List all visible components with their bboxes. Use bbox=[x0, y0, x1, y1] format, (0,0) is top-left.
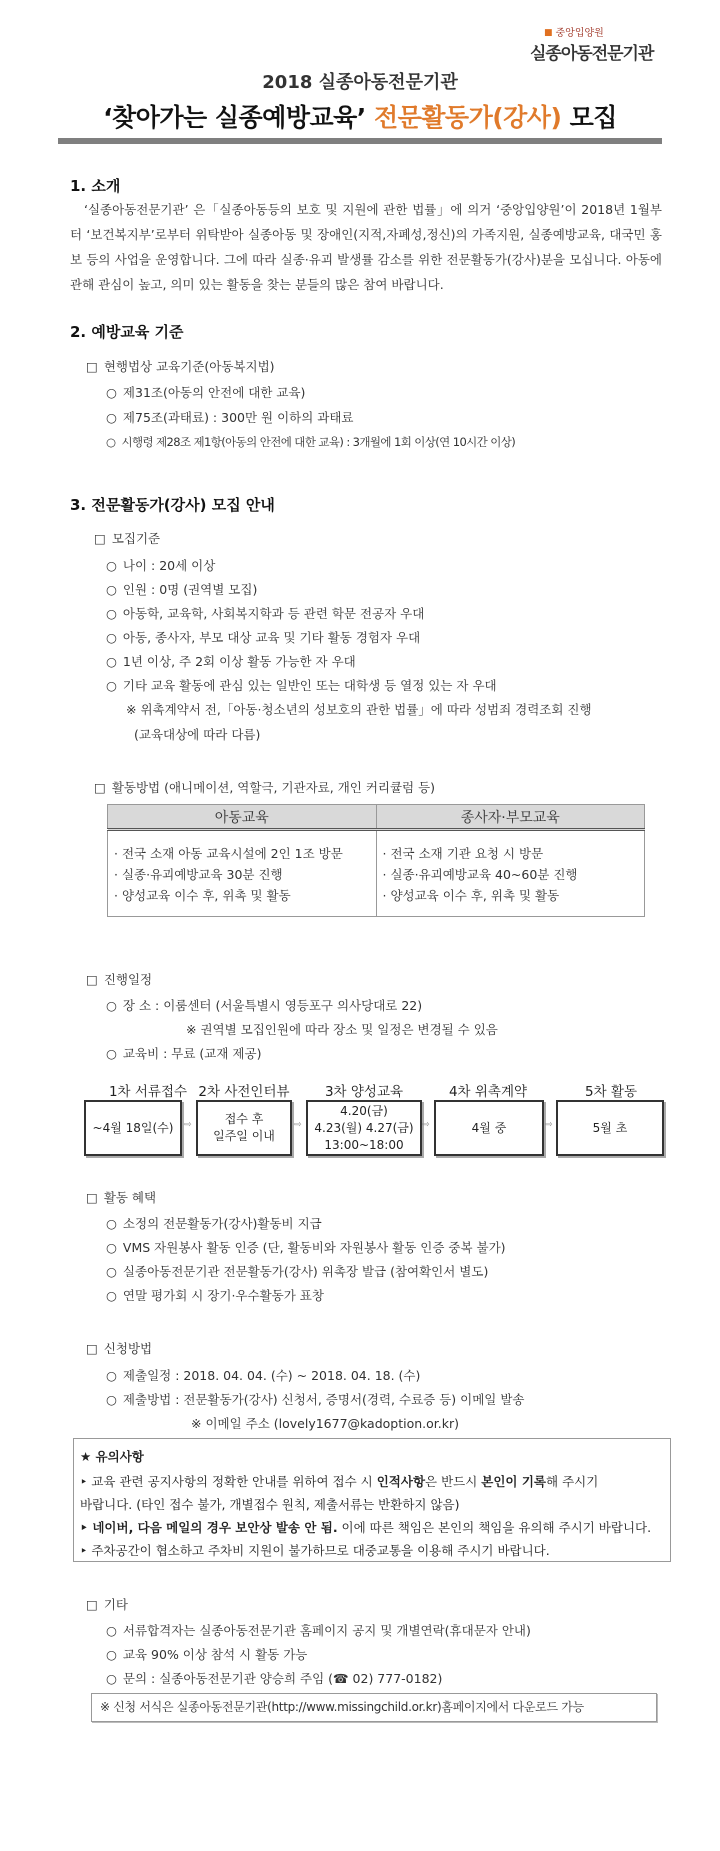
list-item: ○ 연말 평가회 시 장기·우수활동가 표창 bbox=[106, 1286, 324, 1304]
step-2-box bbox=[196, 1100, 292, 1156]
step-text: 일주일 이내 bbox=[213, 1129, 275, 1143]
list-item: ○ 시행령 제28조 제1항(아동의 안전에 대한 교육) : 3개월에 1회 이상(연 10시간 이상) bbox=[106, 434, 515, 450]
notice-line-3: ‣ 네이버, 다음 메일의 경우 보안상 발송 안 됨. 이에 따른 책임은 본인의 책임을 유의해 주시기 바랍니다. bbox=[80, 1520, 652, 1535]
step-text: 접수 후 bbox=[224, 1112, 264, 1126]
background-check-note-sub: (교육대상에 따라 다름) bbox=[134, 727, 261, 742]
notice-line-2: 바랍니다. (타인 접수 불가, 개별접수 원칙, 제출서류는 반환하지 않음) bbox=[80, 1497, 460, 1512]
step-text: 13:00~18:00 bbox=[324, 1137, 404, 1152]
arrow-right-icon: ⇨ bbox=[294, 1120, 302, 1130]
step-text: ~4월 18일(수) bbox=[92, 1120, 174, 1135]
list-item: ○ 교육 90% 이상 참석 시 활동 가능 bbox=[106, 1645, 307, 1663]
notice-title: ★ 유의사항 bbox=[80, 1449, 144, 1464]
list-item: ○ 기타 교육 활동에 관심 있는 일반인 또는 대학생 등 열정 있는 자 우대 bbox=[106, 676, 497, 694]
cell-line: · 실종·유괴예방교육 40~60분 진행 bbox=[382, 867, 578, 882]
step-1-box bbox=[84, 1100, 182, 1156]
table-row bbox=[108, 830, 645, 917]
recruit-criteria-box: □ 모집기준 bbox=[94, 529, 160, 547]
cell-line: · 양성교육 이수 후, 위촉 및 활동 bbox=[382, 888, 560, 903]
step-5-box bbox=[556, 1100, 664, 1156]
list-item: ○ 소정의 전문활동가(강사)활동비 지급 bbox=[106, 1214, 322, 1232]
title-suffix: 모집 bbox=[569, 103, 617, 132]
cell-line: · 실종·유괴예방교육 30분 진행 bbox=[114, 867, 283, 882]
arrow-right-icon: ⇨ bbox=[545, 1120, 553, 1130]
law-standard-box: □ 현행법상 교육기준(아동복지법) bbox=[86, 357, 275, 375]
arrow-right-icon: ⇨ bbox=[184, 1120, 192, 1130]
etc-box: □ 기타 bbox=[86, 1595, 128, 1613]
table-header-staff-parent-education: 종사자·부모교육 bbox=[376, 805, 645, 830]
section-3-heading: 3. 전문활동가(강사) 모집 안내 bbox=[70, 496, 275, 514]
list-item: ○ 나이 : 20세 이상 bbox=[106, 556, 215, 574]
notice-line-1: ‣ 교육 관련 공지사항의 정확한 안내를 위하여 접수 시 인적사항은 반드시 본인이 기록해 주시기 bbox=[80, 1474, 599, 1489]
organization-logo bbox=[530, 24, 680, 64]
step-text: 4.23(월) 4.27(금) bbox=[314, 1120, 414, 1135]
background-check-note: ※ 위촉계약서 전,「아동·청소년의 성보호의 관한 법률」에 따라 성범죄 경력조회 진행 bbox=[126, 702, 592, 717]
benefits-box: □ 활동 혜택 bbox=[86, 1188, 156, 1206]
download-note: ※ 신청 서식은 실종아동전문기관(http://www.missingchild.or.kr)홈페이지에서 다운로드 가능 bbox=[91, 1693, 657, 1722]
schedule-box: □ 진행일정 bbox=[86, 970, 152, 988]
activity-table bbox=[107, 804, 645, 917]
logo-subtitle: ■ 중앙입양원 bbox=[530, 24, 680, 39]
venue-item: ○ 장 소 : 이룸센터 (서울특별시 영등포구 의사당대로 22) bbox=[106, 996, 422, 1014]
section-1-heading: 1. 소개 bbox=[70, 177, 121, 195]
table-cell-staff-parent bbox=[376, 830, 645, 917]
list-item: ○ 제75조(과태료) : 300만 원 이하의 과태료 bbox=[106, 408, 354, 426]
fee-item: ○ 교육비 : 무료 (교재 제공) bbox=[106, 1044, 261, 1062]
list-item: ○ 실종아동전문기관 전문활동가(강사) 위촉장 발급 (참여확인서 별도) bbox=[106, 1262, 488, 1280]
notice-line-4: ‣ 주차공간이 협소하고 주차비 지원이 불가하므로 대중교통을 이용해 주시기 바랍니다. bbox=[80, 1543, 550, 1558]
list-item: ○ 아동, 종사자, 부모 대상 교육 및 기타 활동 경험자 우대 bbox=[106, 628, 420, 646]
step-text: 5월 초 bbox=[592, 1120, 628, 1135]
title-prefix: ‘찾아가는 실종예방교육’ bbox=[103, 103, 366, 132]
step-1-label: 1차 서류접수 bbox=[108, 1084, 188, 1100]
page-title bbox=[0, 98, 720, 134]
apply-email: ※ 이메일 주소 (lovely1677@kadoption.or.kr) bbox=[191, 1416, 460, 1431]
apply-method: ○ 제출방법 : 전문활동가(강사) 신청서, 증명서(경력, 수료증 등) 이메일 발송 bbox=[106, 1390, 524, 1408]
step-text: 4월 중 bbox=[471, 1120, 507, 1135]
cell-line: · 양성교육 이수 후, 위촉 및 활동 bbox=[114, 888, 291, 903]
step-text: 4.20(금) bbox=[340, 1103, 388, 1118]
logo-title: 실종아동전문기관 bbox=[530, 44, 654, 64]
list-item: ○ 아동학, 교육학, 사회복지학과 등 관련 학문 전공자 우대 bbox=[106, 604, 424, 622]
contact-item: ○ 문의 : 실종아동전문기관 양승희 주임 (☎ 02) 777-0182) bbox=[106, 1669, 442, 1687]
cell-line: · 전국 소재 아동 교육시설에 2인 1조 방문 bbox=[114, 846, 343, 861]
year-heading: 2018 실종아동전문기관 bbox=[262, 72, 458, 93]
table-cell-child bbox=[108, 830, 377, 917]
arrow-right-icon: ⇨ bbox=[422, 1120, 430, 1130]
list-item: ○ VMS 자원봉사 활동 인증 (단, 활동비와 자원봉사 활동 인증 중복 불가) bbox=[106, 1238, 506, 1256]
apply-method-box: □ 신청방법 bbox=[86, 1339, 152, 1357]
title-divider bbox=[58, 138, 662, 144]
notice-box bbox=[73, 1438, 671, 1562]
list-item: ○ 제31조(아동의 안전에 대한 교육) bbox=[106, 383, 305, 401]
step-5-label: 5차 활동 bbox=[584, 1084, 637, 1100]
table-header-child-education: 아동교육 bbox=[108, 805, 377, 830]
activity-method-box: □ 활동방법 (애니메이션, 역할극, 기관자료, 개인 커리큘럼 등) bbox=[94, 778, 435, 796]
list-item: ○ 서류합격자는 실종아동전문기관 홈페이지 공지 및 개별연락(휴대문자 안내) bbox=[106, 1621, 531, 1639]
step-3-label: 3차 양성교육 bbox=[324, 1084, 404, 1100]
title-highlight: 전문활동가(강사) bbox=[373, 103, 562, 132]
list-item: ○ 인원 : 0명 (권역별 모집) bbox=[106, 580, 257, 598]
venue-note: ※ 권역별 모집인원에 따라 장소 및 일정은 변경될 수 있음 bbox=[186, 1022, 498, 1037]
section-2-heading: 2. 예방교육 기준 bbox=[70, 323, 184, 341]
step-4-label: 4차 위촉계약 bbox=[448, 1084, 528, 1100]
step-4-box bbox=[434, 1100, 544, 1156]
intro-paragraph: ‘실종아동전문기관’ 은「실종아동등의 보호 및 지원에 관한 법률」에 의거 ‘중앙입양원’이 2018년 1월부터 ‘보건복지부’로부터 위탁받아 실종아동 및 장애인(지적,자폐성,정신)의 가족지원, 실종예방교육, 대국민 홍보 등의 사업을 운영합니다. 그에 따라 실종·유괴 발생률 감소를 위한 전문활동가(강사)분을 모십니다. 아동에 관해 관심이 높고, 의미 있는 활동을 찾는 분들의 많은 참여 바랍니다. bbox=[70, 202, 662, 292]
step-2-label: 2차 사전인터뷰 bbox=[198, 1084, 290, 1100]
list-item: ○ 1년 이상, 주 2회 이상 활동 가능한 자 우대 bbox=[106, 652, 356, 670]
apply-period: ○ 제출일정 : 2018. 04. 04. (수) ~ 2018. 04. 18. (수) bbox=[106, 1366, 420, 1384]
step-3-box bbox=[306, 1100, 422, 1156]
cell-line: · 전국 소재 기관 요청 시 방문 bbox=[382, 846, 544, 861]
